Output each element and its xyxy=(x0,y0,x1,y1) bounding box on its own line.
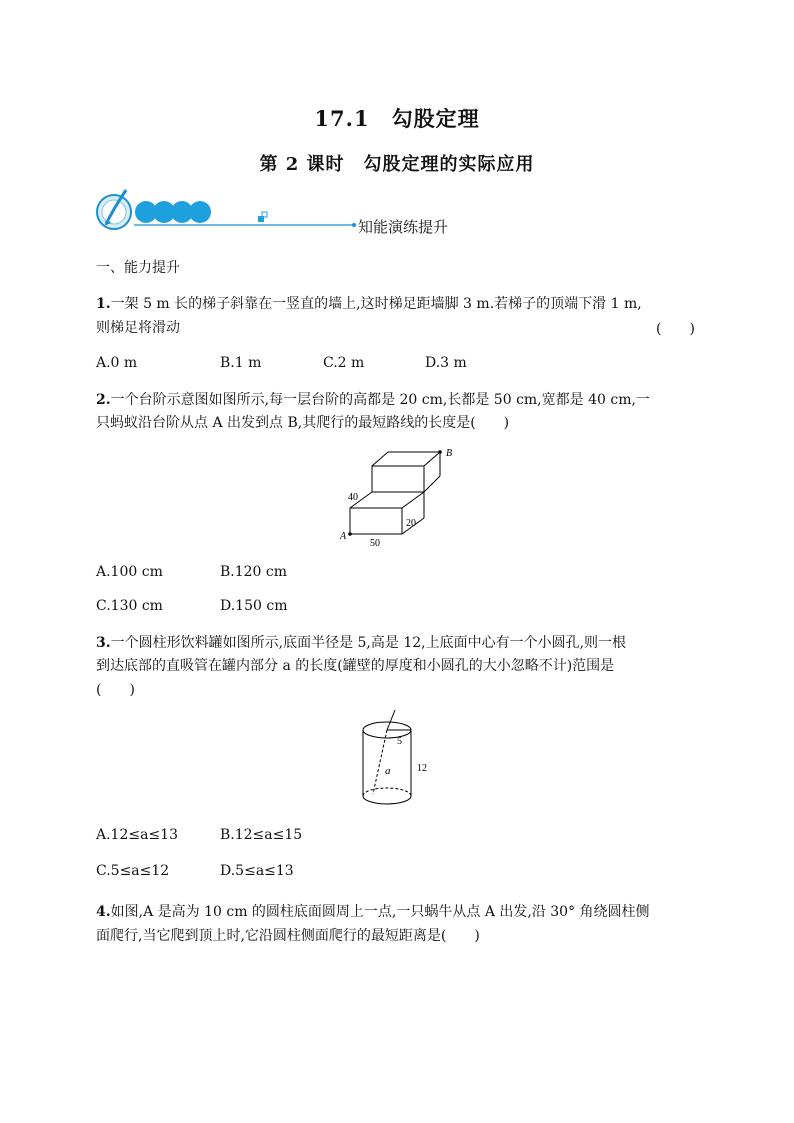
page-title: 17.1 勾股定理 xyxy=(314,106,480,131)
option-a: A.0 m xyxy=(96,355,138,371)
question-1-line-2: 则梯足将滑动 xyxy=(96,320,180,336)
option-a: A.100 cm xyxy=(96,564,163,580)
length-label: 50 xyxy=(370,538,380,548)
question-number: 4. xyxy=(96,904,111,920)
question-text: 一个台阶示意图如图所示,每一层台阶的高都是 20 cm,长都是 50 cm,宽都是 40 cm,一 xyxy=(110,392,650,408)
brush-icon xyxy=(97,190,131,229)
option-d: D.150 cm xyxy=(220,598,288,614)
option-a: A.12≤a≤13 xyxy=(96,827,178,843)
height-label: 12 xyxy=(417,763,427,774)
answer-blank: ( ) xyxy=(656,321,695,337)
option-b: B.12≤a≤15 xyxy=(220,827,303,843)
point-a-label: A xyxy=(340,531,347,542)
question-number: 2. xyxy=(96,392,111,408)
question-text: 一架 5 m 长的梯子斜靠在一竖直的墙上,这时梯足距墙脚 3 m.若梯子的顶端下滑 1 m, xyxy=(110,296,642,312)
point-b-label: B xyxy=(446,448,453,459)
staircase-figure xyxy=(336,444,466,548)
question-2-line-1 xyxy=(96,390,650,410)
question-text: 一个圆柱形饮料罐如图所示,底面半径是 5,高是 12,上底面中心有一个小圆孔,则一根 xyxy=(110,635,627,651)
question-number: 3. xyxy=(96,635,111,651)
option-d: D.3 m xyxy=(425,355,467,371)
section-label: 一、能力提升 xyxy=(96,260,180,276)
question-1-line-1 xyxy=(96,294,642,314)
option-c: C.130 cm xyxy=(96,598,163,614)
height-label: 20 xyxy=(406,518,416,529)
question-4-line-1 xyxy=(96,902,650,922)
option-c: C.5≤a≤12 xyxy=(96,863,170,879)
option-d: D.5≤a≤13 xyxy=(220,863,294,879)
question-4-line-2: 面爬行,当它爬到顶上时,它沿圆柱侧面爬行的最短距离是( ) xyxy=(96,928,480,944)
question-text: 如图,A 是高为 10 cm 的圆柱底面圆周上一点,一只蜗牛从点 A 出发,沿 30° 角绕圆柱侧 xyxy=(110,904,650,920)
option-b: B.1 m xyxy=(220,355,262,371)
question-3-line-1 xyxy=(96,633,626,653)
question-number: 1. xyxy=(96,296,111,312)
straw-length-label: a xyxy=(385,765,391,777)
option-c: C.2 m xyxy=(323,355,365,371)
option-b: B.120 cm xyxy=(220,564,288,580)
question-2-line-2: 只蚂蚁沿台阶从点 A 出发到点 B,其爬行的最短路线的长度是( ) xyxy=(96,415,510,431)
cylinder-figure xyxy=(355,708,445,810)
radius-label: 5 xyxy=(397,736,402,747)
question-3-line-2: 到达底部的直吸管在罐内部分 a 的长度(罐壁的厚度和小圆孔的大小忽略不计)范围是 xyxy=(96,658,615,674)
width-label: 40 xyxy=(348,492,358,503)
question-3-line-3: ( ) xyxy=(96,682,135,698)
banner-label: 知能演练提升 xyxy=(358,218,449,236)
page-subtitle: 第 2 课时 勾股定理的实际应用 xyxy=(259,154,535,175)
